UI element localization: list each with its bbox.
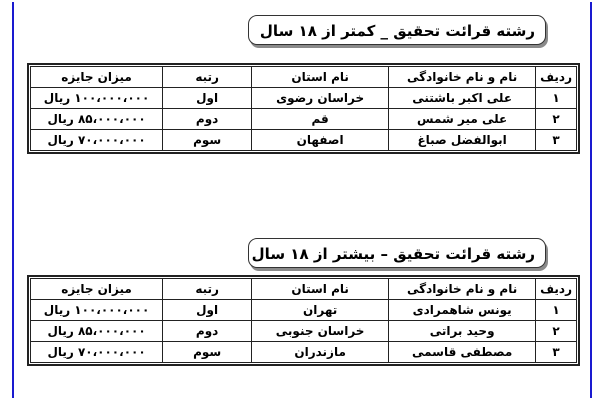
table-header-row xyxy=(31,67,577,88)
table-row xyxy=(31,342,577,363)
cell-place: اول xyxy=(163,88,252,109)
table-row xyxy=(31,88,577,109)
cell-name: یونس شاهمرادی xyxy=(389,300,536,321)
table-row xyxy=(31,300,577,321)
cell-place: دوم xyxy=(163,321,252,342)
header-rank: ردیف xyxy=(536,67,577,88)
cell-prize: ۱۰۰،۰۰۰،۰۰۰ ریال xyxy=(31,300,163,321)
cell-rank: ۲ xyxy=(536,109,577,130)
header-prize: میزان جایزه xyxy=(31,67,163,88)
cell-province: خراسان رضوی xyxy=(252,88,389,109)
header-rank: ردیف xyxy=(536,279,577,300)
cell-place: سوم xyxy=(163,130,252,151)
cell-rank: ۲ xyxy=(536,321,577,342)
cell-prize: ۸۵،۰۰۰،۰۰۰ ریال xyxy=(31,109,163,130)
section2-table xyxy=(30,278,577,363)
cell-place: سوم xyxy=(163,342,252,363)
cell-place: دوم xyxy=(163,109,252,130)
header-place: رتبه xyxy=(163,67,252,88)
cell-prize: ۱۰۰،۰۰۰،۰۰۰ ریال xyxy=(31,88,163,109)
cell-rank: ۱ xyxy=(536,300,577,321)
cell-prize: ۷۰،۰۰۰،۰۰۰ ریال xyxy=(31,342,163,363)
section1-table xyxy=(30,66,577,151)
table-row xyxy=(31,109,577,130)
header-name: نام و نام خانوادگی xyxy=(389,279,536,300)
cell-name: ابوالفضل صباغ xyxy=(389,130,536,151)
cell-prize: ۷۰،۰۰۰،۰۰۰ ریال xyxy=(31,130,163,151)
cell-province: مازندران xyxy=(252,342,389,363)
cell-name: مصطفی قاسمی xyxy=(389,342,536,363)
cell-province: تهران xyxy=(252,300,389,321)
cell-prize: ۸۵،۰۰۰،۰۰۰ ریال xyxy=(31,321,163,342)
header-prize: میزان جایزه xyxy=(31,279,163,300)
table-row xyxy=(31,130,577,151)
section1-title: رشته قرائت تحقیق _ کمتر از ۱۸ سال xyxy=(248,15,546,45)
cell-province: قم xyxy=(252,109,389,130)
header-name: نام و نام خانوادگی xyxy=(389,67,536,88)
cell-name: علی اکبر باشتنی xyxy=(389,88,536,109)
cell-name: وحید براتی xyxy=(389,321,536,342)
cell-rank: ۱ xyxy=(536,88,577,109)
cell-rank: ۳ xyxy=(536,130,577,151)
header-place: رتبه xyxy=(163,279,252,300)
cell-rank: ۳ xyxy=(536,342,577,363)
header-province: نام استان xyxy=(252,67,389,88)
cell-place: اول xyxy=(163,300,252,321)
header-province: نام استان xyxy=(252,279,389,300)
table-header-row xyxy=(31,279,577,300)
table-row xyxy=(31,321,577,342)
cell-name: علی میر شمس xyxy=(389,109,536,130)
cell-province: خراسان جنوبی xyxy=(252,321,389,342)
section2-title: رشته قرائت تحقیق – بیشتر از ۱۸ سال xyxy=(248,238,546,268)
cell-province: اصفهان xyxy=(252,130,389,151)
